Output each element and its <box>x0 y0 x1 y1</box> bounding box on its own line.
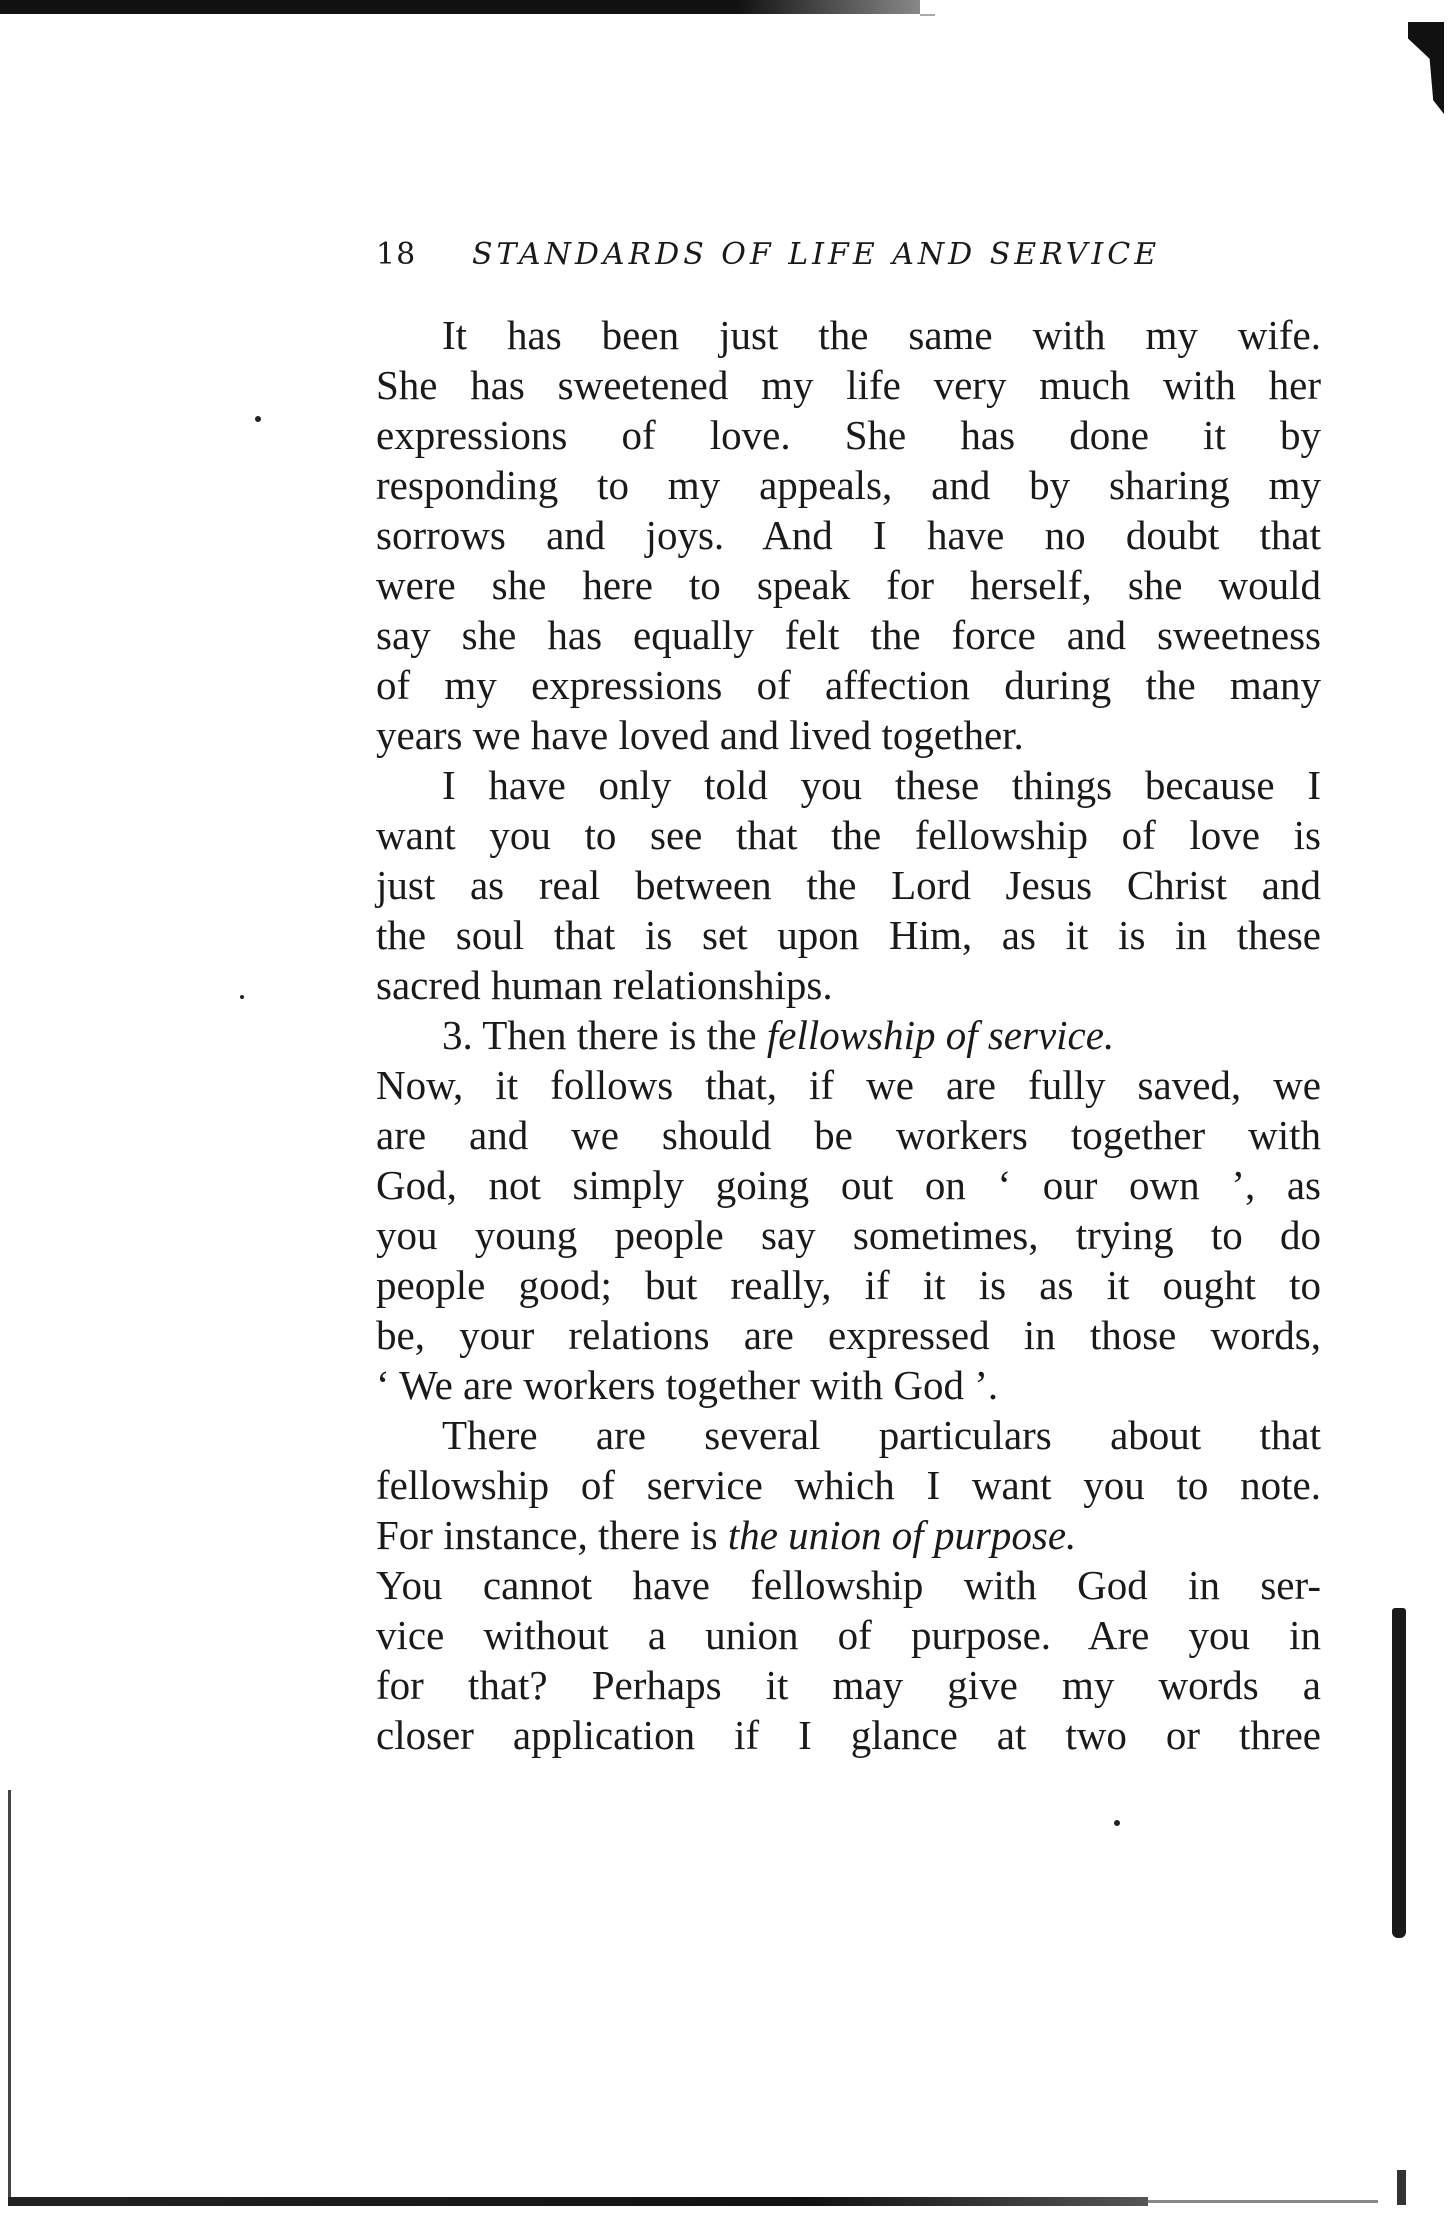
running-head <box>376 237 1336 277</box>
text-line: be, your relations are expressed in those words, <box>376 1312 1321 1358</box>
scan-top-border-fade <box>920 14 935 16</box>
text-run: 3. Then there is the <box>442 1012 767 1058</box>
text-line: expressions of love. She has done it by <box>376 412 1321 458</box>
text-line: of my expressions of affection during the many <box>376 662 1321 708</box>
italic-term-union-of-purpose: the union of purpose. <box>727 1512 1077 1558</box>
text-line: say she has equally felt the force and sweetness <box>376 612 1321 658</box>
scan-speck <box>255 416 261 422</box>
scan-bottom-border <box>8 2197 1148 2206</box>
text-run: For instance, there is <box>376 1512 728 1558</box>
scan-right-edge-mark-lower <box>1397 2170 1406 2205</box>
text-line: people good; but really, if it is as it ought to <box>376 1262 1321 1308</box>
text-line: responding to my appeals, and by sharing my <box>376 462 1321 508</box>
scan-bottom-border-fade <box>1148 2200 1378 2203</box>
text-line: There are several particulars about that <box>442 1412 1321 1458</box>
text-line: years we have loved and lived together. <box>376 712 1024 758</box>
text-line: want you to see that the fellowship of love is <box>376 812 1321 858</box>
page-number: 18 <box>376 237 417 272</box>
text-line: Now, it follows that, if we are fully saved, we <box>376 1062 1321 1108</box>
text-line: She has sweetened my life very much with her <box>376 362 1321 408</box>
italic-term-fellowship-of-service: fellowship of service. <box>766 1012 1115 1058</box>
text-line: sorrows and joys. And I have no doubt that <box>376 512 1321 558</box>
text-line: closer application if I glance at two or three <box>376 1712 1321 1758</box>
scan-speck <box>240 995 244 999</box>
text-line: are and we should be workers together with <box>376 1112 1321 1158</box>
body-text <box>376 310 1321 1760</box>
text-line: sacred human relationships. <box>376 962 833 1008</box>
text-line: You cannot have fellowship with God in ser- <box>376 1562 1321 1608</box>
text-line: just as real between the Lord Jesus Christ and <box>376 862 1321 908</box>
scan-left-border <box>8 1790 11 2200</box>
text-line <box>376 1510 1321 1560</box>
text-line: were she here to speak for herself, she would <box>376 562 1321 608</box>
text-line: vice without a union of purpose. Are you in <box>376 1612 1321 1658</box>
scan-corner-mark <box>1408 22 1444 114</box>
text-line: you young people say sometimes, trying to do <box>376 1212 1321 1258</box>
text-line: the soul that is set upon Him, as it is in these <box>376 912 1321 958</box>
scan-speck <box>1114 1820 1120 1826</box>
text-line <box>376 1010 1321 1060</box>
text-line: God, not simply going out on ‘ our own ’, as <box>376 1162 1321 1208</box>
running-title: STANDARDS OF LIFE AND SERVICE <box>472 237 1161 272</box>
text-line: fellowship of service which I want you to note. <box>376 1462 1321 1508</box>
text-line: for that? Perhaps it may give my words a <box>376 1662 1321 1708</box>
scan-right-edge-mark <box>1392 1608 1406 1938</box>
scan-top-border <box>0 0 920 14</box>
text-line: I have only told you these things because I <box>442 762 1321 808</box>
text-line: ‘ We are workers together with God ’. <box>376 1362 999 1408</box>
text-line: It has been just the same with my wife. <box>442 312 1321 358</box>
